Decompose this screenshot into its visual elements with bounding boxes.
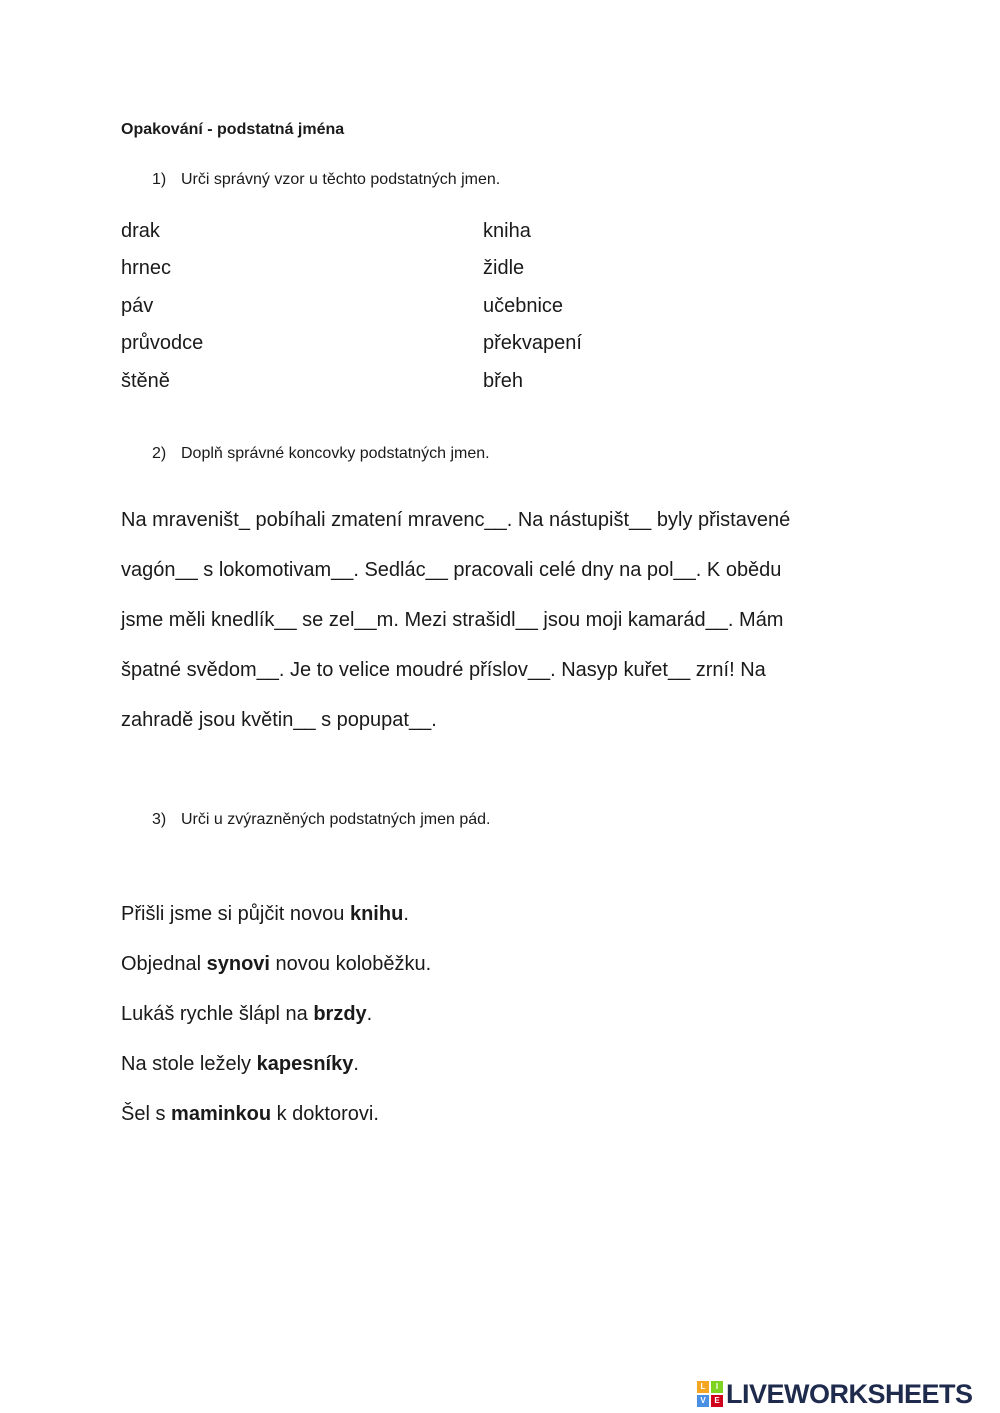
paragraph-line: špatné svědom__. Je to velice moudré přísl​ov__. Nasyp kuřet__ zrní! Na	[121, 659, 766, 681]
sentence	[121, 903, 409, 926]
task-1-text: Urči správný vzor u těchto podstatných jmen.	[181, 171, 501, 188]
paragraph-line: Na mraveništ_ pobíhali zmatení mravenc__. Na nástupišt__ byly přistavené	[121, 509, 791, 531]
sentence-text: .	[366, 1003, 373, 1025]
task-2-instruction	[152, 445, 490, 463]
logo-text: LIVEWORKSHEETS	[726, 1378, 973, 1409]
logo-mark-letter: I	[711, 1381, 723, 1393]
word-item: páv	[121, 295, 154, 317]
highlighted-noun: knihu	[349, 903, 404, 925]
sentence-text: .	[403, 903, 409, 925]
liveworksheets-logo	[697, 1378, 973, 1410]
task-1-instruction	[152, 171, 500, 189]
task-2-number: 2)	[152, 445, 167, 462]
word-item: drak	[121, 220, 160, 242]
word-item: kniha	[483, 220, 531, 242]
highlighted-noun: synovi	[206, 953, 270, 975]
paragraph-line: jsme měli knedlík__ se zel__m. Mezi strašidl__ jsou moji kamarád__. Mám	[121, 609, 784, 631]
highlighted-noun: brzdy	[313, 1003, 367, 1025]
sentence-text: k doktorovi.	[271, 1103, 379, 1125]
page-title: Opakování - podstatná jména	[121, 121, 345, 138]
word-item: štěně	[121, 370, 170, 392]
task-3-number: 3)	[152, 811, 167, 828]
sentence-text: Přišli jsme si půjčit novou	[121, 903, 350, 925]
word-item: židle	[483, 257, 525, 279]
sentence	[121, 1053, 359, 1076]
highlighted-noun: maminkou	[171, 1103, 272, 1125]
sentence-text: Šel s	[121, 1103, 172, 1125]
sentence-text: Objednal	[121, 953, 207, 975]
sentence-text: novou koloběžku.	[269, 953, 432, 975]
paragraph-line: vagón__ s lokomotivam__. Sedlác__ pracovali celé dny na pol__. K obědu	[121, 559, 782, 581]
word-item: hrnec	[121, 257, 172, 279]
paragraph-line: zahradě jsou květin__ s popupat__.	[121, 709, 437, 731]
highlighted-noun: kapesníky	[256, 1053, 354, 1075]
word-item: průvodce	[121, 332, 204, 354]
sentence	[121, 1103, 379, 1126]
logo-mark-letter: V	[697, 1395, 709, 1407]
sentence-text: Na stole ležely	[121, 1053, 257, 1075]
sentence	[121, 953, 431, 976]
logo-mark-letter: E	[711, 1395, 723, 1407]
task-3-text: Urči u zvýrazněných podstatných jmen pád.	[181, 811, 491, 828]
sentence-text: Lukáš rychle šlápl na	[121, 1003, 314, 1025]
sentence	[121, 1003, 372, 1026]
sentence-text: .	[353, 1053, 359, 1075]
task-3-instruction	[152, 811, 490, 829]
logo-mark-icon	[697, 1381, 723, 1407]
word-item: břeh	[483, 370, 524, 392]
word-item: překvapení	[483, 332, 582, 354]
task-1-number: 1)	[152, 171, 167, 188]
task-2-text: Doplň správné koncovky podstatných jmen.	[181, 445, 490, 462]
word-item: učebnice	[483, 295, 564, 317]
logo-mark-letter: L	[697, 1381, 709, 1393]
